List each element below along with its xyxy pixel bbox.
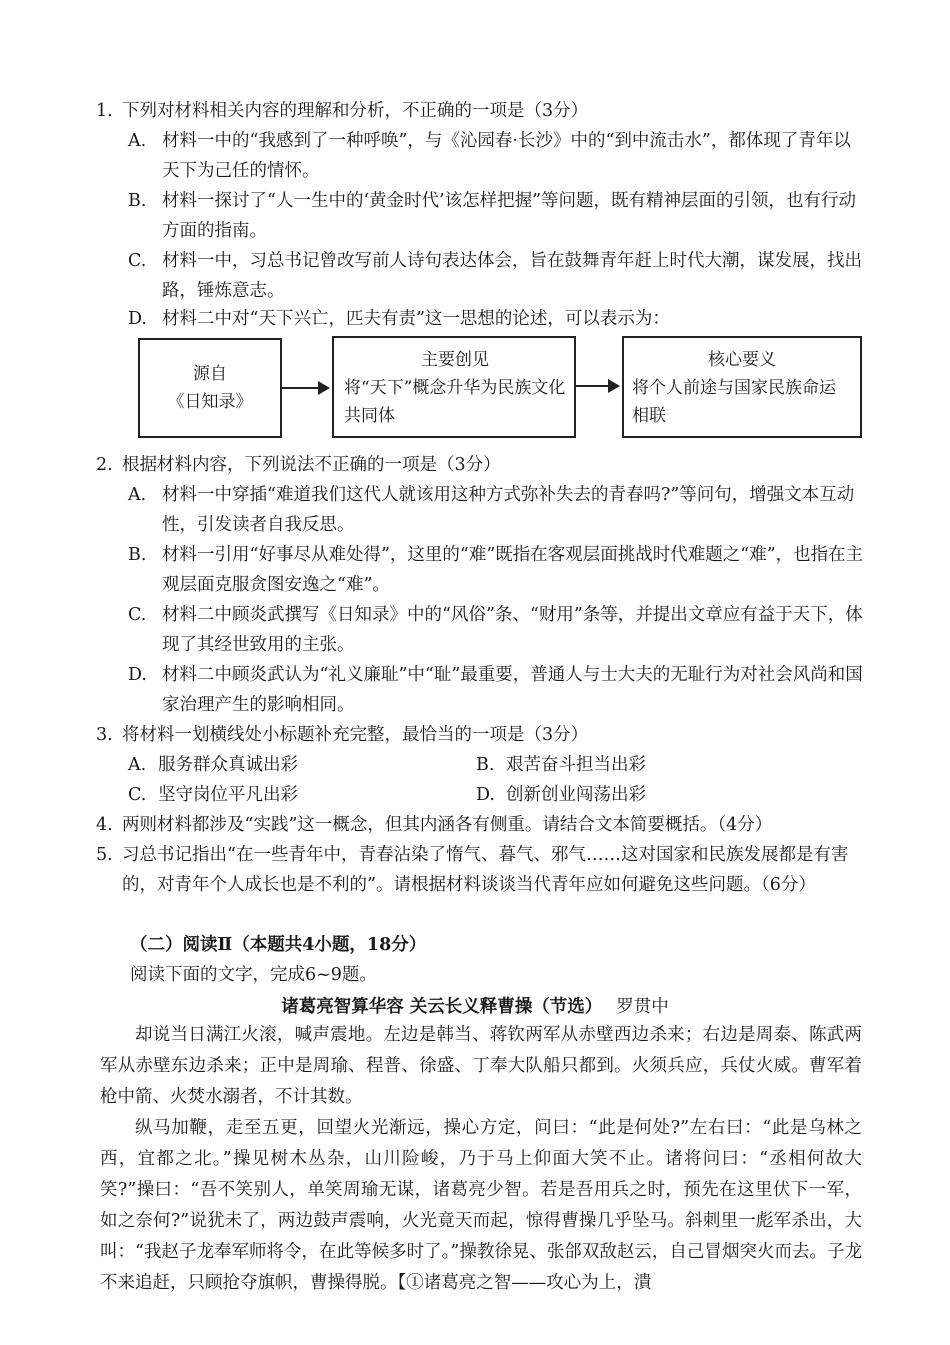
question-3-number: 3. — [96, 725, 113, 745]
flow-box-origin — [138, 338, 282, 438]
flow-box-body: 将“天下”概念升华为民族文化共同体 — [344, 378, 566, 426]
passage-body — [100, 1020, 862, 1299]
flow-arrow-1 — [282, 387, 318, 389]
question-3-option-a — [128, 750, 298, 780]
option-letter: A. — [128, 755, 147, 775]
question-4 — [96, 810, 866, 840]
flow-box-core — [622, 336, 862, 438]
option-letter: B. — [128, 191, 147, 211]
question-1-option-c — [128, 246, 866, 306]
question-1 — [96, 96, 866, 126]
section-instruction: 阅读下面的文字，完成6~9题。 — [130, 965, 377, 985]
option-text: 材料一中，习总书记曾改写前人诗句表达体会，旨在鼓舞青年赶上时代大潮，谋发展，找出路，锤炼意志。 — [162, 251, 862, 301]
question-3-option-c — [128, 780, 298, 810]
flow-arrow-2-head — [608, 379, 620, 393]
question-1-option-d — [128, 304, 866, 334]
question-3 — [96, 720, 866, 750]
question-5-number: 5. — [96, 845, 113, 865]
flow-box-body: 将个人前途与国家民族命运相联 — [632, 378, 836, 426]
option-text: 材料二中对“天下兴亡，匹夫有责”这一思想的论述，可以表示为： — [162, 309, 670, 329]
question-5 — [96, 840, 866, 900]
question-3-option-b — [476, 750, 646, 780]
option-letter: C. — [128, 785, 147, 805]
question-1-number: 1. — [96, 101, 113, 121]
passage-author: 罗贯中 — [616, 997, 669, 1017]
flow-box-title: 主要创见 — [421, 350, 489, 370]
question-2-option-d — [128, 660, 866, 720]
question-5-stem: 习总书记指出“在一些青年中，青春沾染了惰气、暮气、邪气……这对国家和民族发展都是有害的，对青年个人成长也是不利的”。请根据材料谈谈当代青年应如何避免这些问题。（6分） — [122, 845, 849, 895]
passage-paragraph-2: 纵马加鞭，走至五更，回望火光渐远，操心方定，问曰：“此是何处?”左右曰：“此是乌林之西，宜都之北。”操见树木丛杂，山川险峻，乃于马上仰面大笑不止。诸将问曰：“丞相何故大笑?”操曰：“吾不笑别人，单笑周瑜无谋，诸葛亮少智。若是吾用兵之时，预先在这里伏下一军，如之奈何?”说犹未了，两边鼓声震响，火光竟天而起，惊得曹操几乎坠马。斜刺里一彪军杀出，大叫：“我赵子龙奉军师将令，在此等候多时了。”操教徐晃、张郃双敌赵云，自己冒烟突火而去。子龙不来追赶，只顾抢夺旗帜，曹操得脱。【①诸葛亮之智——攻心为上，潰 — [100, 1118, 862, 1293]
flow-arrow-2 — [576, 385, 610, 387]
option-letter: C. — [128, 605, 147, 625]
option-text: 材料二中顾炎武撰写《日知录》中的“风俗”条、“财用”条等，并提出文章应有益于天下，体现了其经世致用的主张。 — [162, 605, 863, 655]
question-4-stem: 两则材料都涉及“实践”这一概念，但其内涵各有侧重。请结合文本简要概括。（4分） — [122, 815, 773, 835]
flow-box-title: 源自 — [193, 364, 227, 384]
option-text: 艰苦奋斗担当出彩 — [506, 755, 646, 775]
question-4-number: 4. — [96, 815, 113, 835]
option-text: 创新创业闯荡出彩 — [506, 785, 646, 805]
option-text: 材料一探讨了“人一生中的‘黄金时代’该怎样把握”等问题，既有精神层面的引领，也有行动方面的指南。 — [162, 191, 857, 241]
option-text: 坚守岗位平凡出彩 — [158, 785, 298, 805]
passage-paragraph-1: 却说当日满江火滚，喊声震地。左边是韩当、蒋钦两军从赤壁西边杀来；右边是周泰、陈武两军从赤壁东边杀来；正中是周瑜、程普、徐盛、丁奉大队船只都到。火须兵应，兵仗火威。曹军着枪中箭、火焚水溺者，不计其数。 — [100, 1025, 862, 1107]
option-letter: A. — [128, 485, 147, 505]
question-1-option-b — [128, 186, 866, 246]
option-letter: D. — [128, 309, 147, 329]
flow-box-title: 核心要义 — [708, 350, 776, 370]
option-text: 材料一引用“好事尽从难处得”，这里的“难”既指在客观层面挑战时代难题之“难”，也指在主观层面克服贪图安逸之“难”。 — [162, 545, 864, 595]
question-2-stem: 根据材料内容，下列说法不正确的一项是（3分） — [122, 455, 501, 475]
option-letter: B. — [476, 755, 495, 775]
flow-box-body: 《日知录》 — [167, 392, 253, 412]
question-2-option-a — [128, 480, 866, 540]
option-letter: D. — [476, 785, 495, 805]
question-1-stem: 下列对材料相关内容的理解和分析，不正确的一项是（3分） — [122, 101, 589, 121]
option-text: 材料一中穿插“难道我们这代人就该用这种方式弥补失去的青春吗?”等问句，增强文本互动性，引发读者自我反思。 — [162, 485, 855, 535]
question-2-number: 2. — [96, 455, 113, 475]
option-letter: D. — [128, 665, 147, 685]
question-3-stem: 将材料一划横线处小标题补充完整，最恰当的一项是（3分） — [122, 725, 589, 745]
option-text: 材料二中顾炎武认为“礼义廉耻”中“耻”最重要，普通人与士大夫的无耻行为对社会风尚和国家治理产生的影响相同。 — [162, 665, 863, 715]
option-letter: B. — [128, 545, 147, 565]
question-1-option-a — [128, 126, 866, 186]
option-letter: A. — [128, 131, 147, 151]
section-heading: （二）阅读Ⅱ（本题共4小题，18分） — [130, 935, 427, 955]
question-2-option-b — [128, 540, 866, 600]
option-text: 服务群众真诚出彩 — [158, 755, 298, 775]
question-2 — [96, 450, 866, 480]
question-2-option-c — [128, 600, 866, 660]
passage-title — [0, 992, 950, 1022]
flow-arrow-1-head — [318, 381, 330, 395]
flow-box-main-idea — [332, 336, 576, 438]
passage-title-text: 诸葛亮智算华容 关云长义释曹操（节选） — [281, 997, 603, 1017]
option-letter: C. — [128, 251, 147, 271]
option-text: 材料一中的“我感到了一种呼唤”，与《沁园春·长沙》中的“到中流击水”，都体现了青年以天下为己任的情怀。 — [162, 131, 851, 181]
question-3-option-d — [476, 780, 646, 810]
